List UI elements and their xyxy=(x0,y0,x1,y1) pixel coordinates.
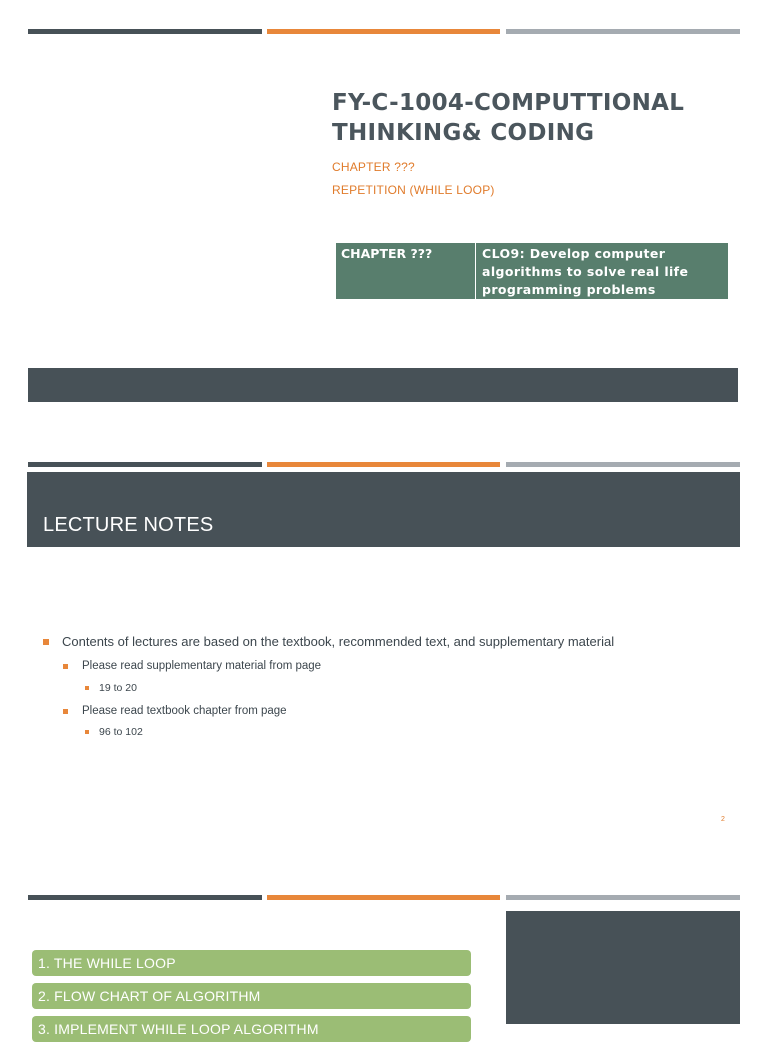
bullet-text: Contents of lectures are based on the textbook, recommended text, and supplementary material xyxy=(62,634,615,649)
footer-band xyxy=(28,368,738,402)
accent-rule-orange xyxy=(267,462,500,467)
list-item xyxy=(85,682,137,694)
slide-title-line-2: THINKING& CODING xyxy=(332,120,595,146)
page-number: 2 xyxy=(721,816,725,823)
bullet-square-icon xyxy=(43,639,49,645)
bullet-text: Please read textbook chapter from page xyxy=(82,705,287,717)
bullet-text: Please read supplementary material from page xyxy=(82,660,322,672)
list-item xyxy=(63,660,321,672)
accent-rule-grey xyxy=(506,462,740,467)
accent-rule-dark xyxy=(28,895,262,900)
accent-rule-dark xyxy=(28,29,262,34)
accent-rule-grey xyxy=(506,895,740,900)
accent-rule-dark xyxy=(28,462,262,467)
accent-rule-grey xyxy=(506,29,740,34)
title-slide xyxy=(0,0,768,420)
lecture-notes-slide xyxy=(0,420,768,860)
accent-rule-orange xyxy=(267,895,500,900)
list-item xyxy=(43,634,614,649)
accent-rule-orange xyxy=(267,29,500,34)
contents-slide xyxy=(0,860,768,1037)
toc-item-implement[interactable]: 3. IMPLEMENT WHILE LOOP ALGORITHM xyxy=(32,1016,471,1042)
subtitle-chapter: CHAPTER ??? xyxy=(332,160,415,174)
clo-objective-line-1: CLO9: Develop computer xyxy=(482,246,666,261)
bullet-square-icon xyxy=(85,730,89,734)
bullet-text: 96 to 102 xyxy=(99,726,143,738)
subtitle-topic: REPETITION (WHILE LOOP) xyxy=(332,183,495,197)
clo-table xyxy=(336,243,728,299)
bullet-square-icon xyxy=(63,709,68,714)
toc-item-flow-chart[interactable]: 2. FLOW CHART OF ALGORITHM xyxy=(32,983,471,1009)
bullet-text: 19 to 20 xyxy=(99,682,137,694)
clo-objective-line-3: programming problems xyxy=(482,282,656,297)
toc-item-while-loop[interactable]: 1. THE WHILE LOOP xyxy=(32,950,471,976)
clo-objective-line-2: algorithms to solve real life xyxy=(482,264,689,279)
section-header xyxy=(27,472,740,547)
bullet-square-icon xyxy=(63,664,68,669)
clo-table-objective-cell xyxy=(476,243,728,299)
list-item xyxy=(63,705,287,717)
clo-table-chapter-cell: CHAPTER ??? xyxy=(336,243,476,299)
bullet-square-icon xyxy=(85,686,89,690)
slide-title xyxy=(332,88,752,148)
list-item xyxy=(85,726,143,738)
side-panel xyxy=(506,911,740,1024)
section-heading: LECTURE NOTES xyxy=(43,514,214,536)
slide-title-line-1: FY-C-1004-COMPUTTIONAL xyxy=(332,90,685,116)
